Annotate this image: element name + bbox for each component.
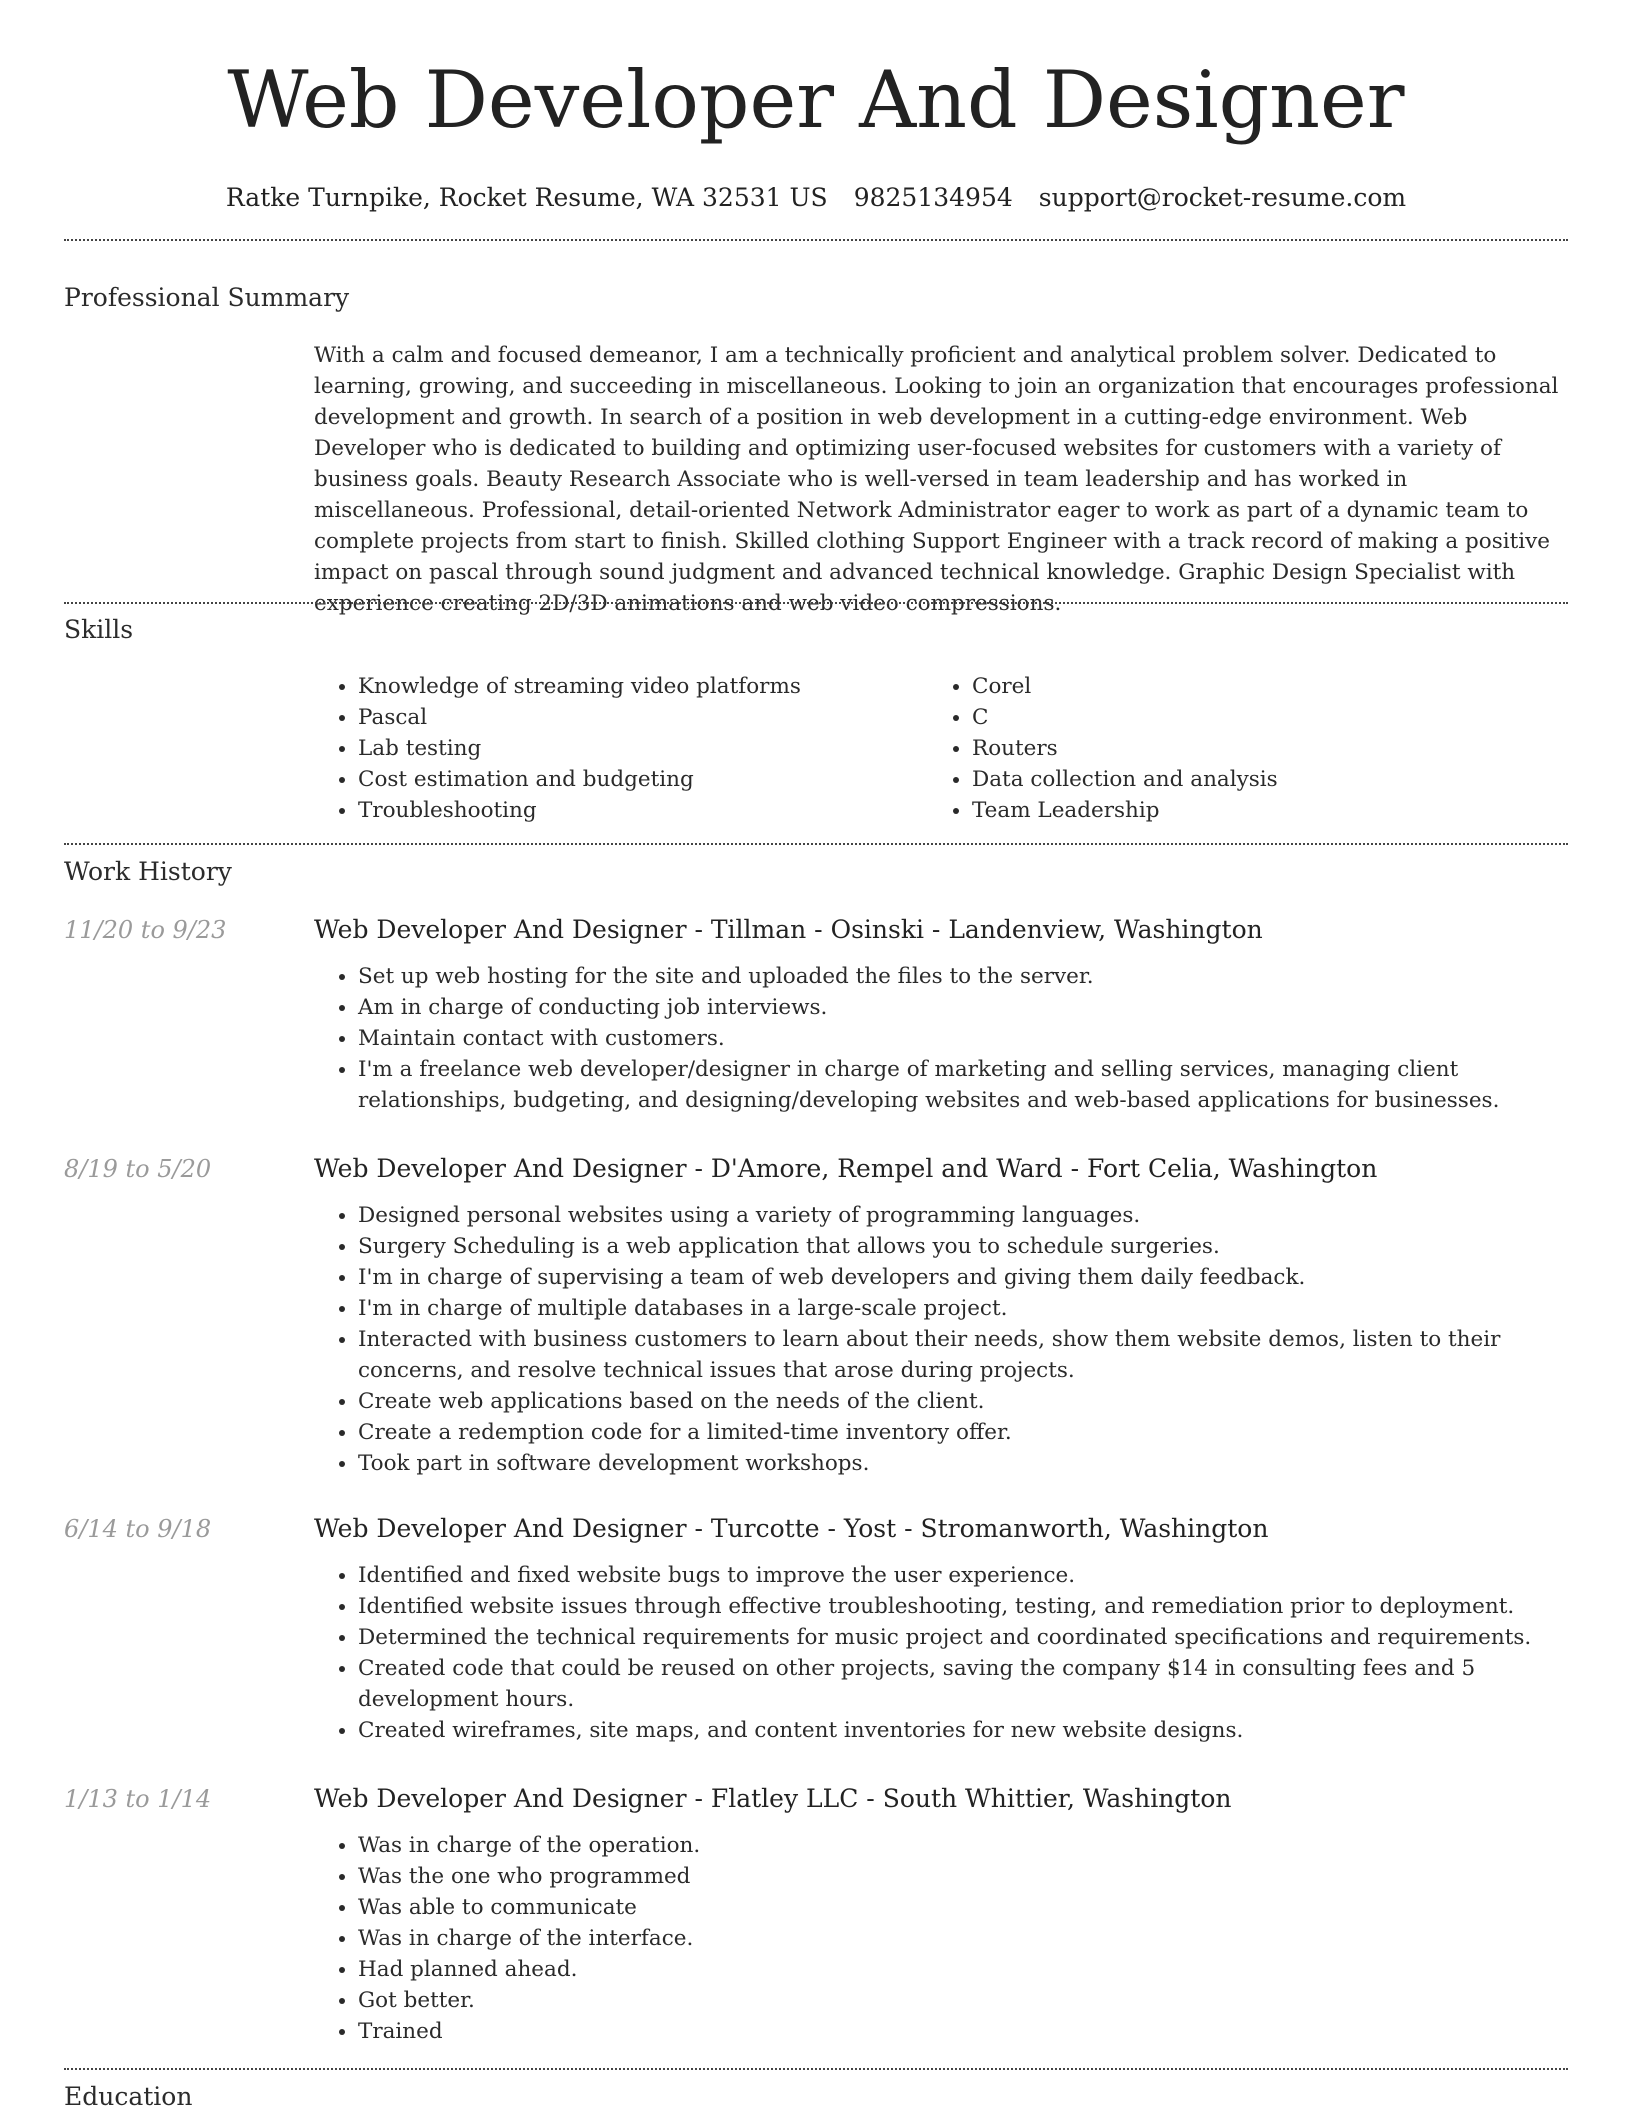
job-title: Web Developer And Designer - Turcotte - Yost - Stromanworth, Washington xyxy=(314,1514,1269,1543)
divider xyxy=(64,602,1568,604)
duty-item: • Set up web hosting for the site and uploaded the files to the server. xyxy=(358,961,1568,992)
job-title: Web Developer And Designer - Flatley LLC - South Whittier, Washington xyxy=(314,1784,1232,1813)
skill-item: • Team Leadership xyxy=(972,795,1542,826)
candidate-name: Web Developer And Designer xyxy=(227,54,1405,146)
duty-item: • Create web applications based on the needs of the client. xyxy=(358,1386,1568,1417)
job-title: Web Developer And Designer - D'Amore, Rempel and Ward - Fort Celia, Washington xyxy=(314,1154,1378,1183)
skills-column-right xyxy=(928,671,1542,826)
duty-item: • Created code that could be reused on other projects, saving the company $14 in consulting fees and 5 development hours. xyxy=(358,1653,1568,1715)
divider xyxy=(64,239,1568,241)
phone: 9825134954 xyxy=(853,183,1013,212)
resume-header xyxy=(0,0,1632,214)
section-title-education: Education xyxy=(64,2082,193,2111)
duty-item: • Trained xyxy=(358,2016,1568,2047)
duty-item: • I'm in charge of supervising a team of web developers and giving them daily feedback. xyxy=(358,1262,1568,1293)
job-date: 11/20 to 9/23 xyxy=(64,916,227,944)
skill-item: • C xyxy=(972,702,1542,733)
duty-item: • Was in charge of the operation. xyxy=(358,1830,1568,1861)
duty-item: • Determined the technical requirements for music project and coordinated specifications and requirements. xyxy=(358,1622,1568,1653)
duty-item: • Had planned ahead. xyxy=(358,1954,1568,1985)
duty-item: • Was the one who programmed xyxy=(358,1861,1568,1892)
skill-item: • Troubleshooting xyxy=(358,795,928,826)
duty-item: • Surgery Scheduling is a web application that allows you to schedule surgeries. xyxy=(358,1231,1568,1262)
duty-item: • Created wireframes, site maps, and content inventories for new website designs. xyxy=(358,1715,1568,1746)
job-duties xyxy=(314,1200,1568,1479)
skills-column-left xyxy=(314,671,928,826)
summary-content xyxy=(314,340,1568,619)
duty-item: • Was able to communicate xyxy=(358,1892,1568,1923)
contact-line xyxy=(0,182,1632,214)
duty-item: • Got better. xyxy=(358,1985,1568,2016)
divider xyxy=(64,2068,1568,2070)
skills-list xyxy=(314,671,1568,826)
skill-item: • Lab testing xyxy=(358,733,928,764)
skill-item: • Cost estimation and budgeting xyxy=(358,764,928,795)
duty-item: • I'm in charge of multiple databases in a large-scale project. xyxy=(358,1293,1568,1324)
job-date: 1/13 to 1/14 xyxy=(64,1785,212,1813)
duty-item: • Took part in software development workshops. xyxy=(358,1448,1568,1479)
skill-item: • Data collection and analysis xyxy=(972,764,1542,795)
skill-item: • Knowledge of streaming video platforms xyxy=(358,671,928,702)
skill-item: • Routers xyxy=(972,733,1542,764)
skill-item: • Corel xyxy=(972,671,1542,702)
skill-item: • Pascal xyxy=(358,702,928,733)
section-title-work-history: Work History xyxy=(64,857,232,886)
section-title-skills: Skills xyxy=(64,615,134,644)
job-date: 8/19 to 5/20 xyxy=(64,1155,212,1183)
duty-item: • Designed personal websites using a variety of programming languages. xyxy=(358,1200,1568,1231)
job-duties xyxy=(314,1830,1568,2047)
address: Ratke Turnpike, Rocket Resume, WA 32531 US xyxy=(225,183,828,212)
section-title-summary: Professional Summary xyxy=(64,283,350,312)
duty-item: • Identified website issues through effective troubleshooting, testing, and remediation prior to deployment. xyxy=(358,1591,1568,1622)
duty-item: • Identified and fixed website bugs to improve the user experience. xyxy=(358,1560,1568,1591)
job-duties xyxy=(314,961,1568,1116)
duty-item: • I'm a freelance web developer/designer in charge of marketing and selling services, managing client relationships, budgeting, and designing/developing websites and web-based applications for businesses. xyxy=(358,1054,1568,1116)
job-title: Web Developer And Designer - Tillman - Osinski - Landenview, Washington xyxy=(314,915,1263,944)
duty-item: • Was in charge of the interface. xyxy=(358,1923,1568,1954)
duty-item: • Interacted with business customers to learn about their needs, show them website demos, listen to their concerns, and resolve technical issues that arose during projects. xyxy=(358,1324,1568,1386)
duty-item: • Am in charge of conducting job interviews. xyxy=(358,992,1568,1023)
duty-item: • Create a redemption code for a limited-time inventory offer. xyxy=(358,1417,1568,1448)
job-date: 6/14 to 9/18 xyxy=(64,1515,212,1543)
divider xyxy=(64,843,1568,845)
summary-text: With a calm and focused demeanor, I am a technically proficient and analytical problem solver. Dedicated to learning, growing, and succeeding in miscellaneous. Looking to join an organization that encourages professional development and growth. In search of a position in web development in a cutting-edge environment. Web Developer who is dedicated to building and optimizing user-focused websites for customers with a variety of business goals. Beauty Research Associate who is well-versed in team leadership and has worked in miscellaneous. Professional, detail-oriented Network Administrator eager to work as part of a dynamic team to complete projects from start to finish. Skilled clothing Support Engineer with a track record of making a positive impact on pascal through sound judgment and advanced technical knowledge. Graphic Design Specialist with experience creating 2D/3D animations and web video compressions. xyxy=(314,343,1559,616)
email: support@rocket-resume.com xyxy=(1038,183,1407,212)
duty-item: • Maintain contact with customers. xyxy=(358,1023,1568,1054)
job-duties xyxy=(314,1560,1568,1746)
